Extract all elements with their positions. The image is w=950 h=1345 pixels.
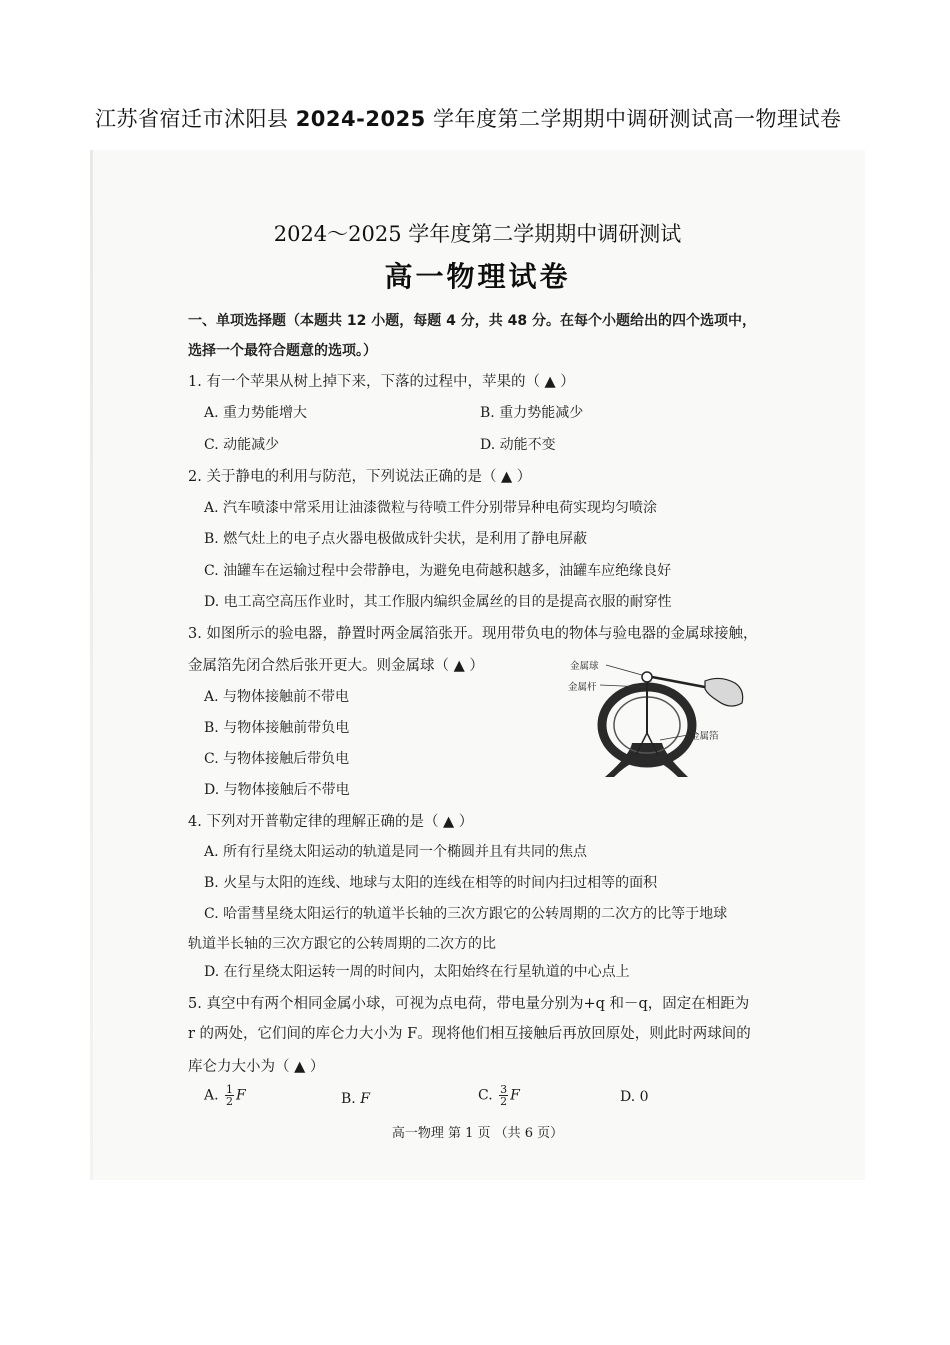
q4-option-a: A. 所有行星绕太阳运动的轨道是同一个椭圆并且有共同的焦点 bbox=[204, 844, 588, 860]
q5-option-a: A. $\frac{1}{2}$ F bbox=[204, 1083, 246, 1108]
scan-edge bbox=[90, 150, 93, 1180]
q3-option-d: D. 与物体接触后不带电 bbox=[204, 782, 350, 798]
question-2: 2. 关于静电的利用与防范，下列说法正确的是（ ▲ ） bbox=[188, 469, 532, 485]
q4-option-d: D. 在行星绕太阳运转一周的时间内，太阳始终在行星轨道的中心点上 bbox=[204, 964, 630, 980]
q2-option-c: C. 油罐车在运输过程中会带静电，为避免电荷越积越多，油罐车应绝缘良好 bbox=[204, 563, 672, 579]
scanned-exam-page bbox=[90, 150, 865, 1180]
document-title: 江苏省宿迁市沭阳县 2024-2025 学年度第二学期期中调研测试高一物理试卷 bbox=[95, 107, 842, 131]
q1-option-c: C. 动能减少 bbox=[204, 437, 280, 453]
fraction-three-halves: $\frac{3}{2}$ bbox=[500, 1083, 508, 1108]
electroscope-drawing bbox=[570, 655, 755, 790]
q3-option-c: C. 与物体接触后带负电 bbox=[204, 751, 350, 767]
question-1: 1. 有一个苹果从树上掉下来，下落的过程中，苹果的（ ▲ ） bbox=[188, 374, 575, 390]
question-5-cont2: 库仑力大小为（ ▲ ） bbox=[188, 1059, 325, 1075]
fraction-one-half: $\frac{1}{2}$ bbox=[226, 1083, 234, 1108]
q4-option-c: C. 哈雷彗星绕太阳运行的轨道半长轴的三次方跟它的公转周期的二次方的比等于地球 bbox=[204, 906, 728, 922]
exam-subtitle: 高一物理试卷 bbox=[384, 260, 571, 293]
question-3-cont: 金属箔先闭合然后张开更大。则金属球（ ▲ ） bbox=[188, 658, 484, 674]
q4-option-c-cont: 轨道半长轴的三次方跟它的公转周期的二次方的比 bbox=[188, 936, 496, 952]
q5-option-b: B. F bbox=[341, 1091, 370, 1107]
section-heading-cont: 选择一个最符合题意的选项。） bbox=[188, 343, 377, 359]
q4-option-b: B. 火星与太阳的连线、地球与太阳的连线在相等的时间内扫过相等的面积 bbox=[204, 875, 658, 891]
q5-option-c: C. $\frac{3}{2}$ F bbox=[478, 1083, 520, 1108]
q1-option-a: A. 重力势能增大 bbox=[204, 405, 308, 421]
question-3: 3. 如图所示的验电器，静置时两金属箔张开。现用带负电的物体与验电器的金属球接触， bbox=[188, 626, 758, 642]
exam-title: 2024～2025 学年度第二学期期中调研测试 bbox=[273, 222, 682, 246]
label-metal-foil: 金属箔 bbox=[690, 731, 719, 742]
label-metal-rod: 金属杆 bbox=[568, 682, 597, 693]
q2-option-a: A. 汽车喷漆中常采用让油漆微粒与待喷工件分别带异种电荷实现均匀喷涂 bbox=[204, 500, 658, 516]
label-leader-ball bbox=[606, 665, 642, 675]
section-heading: 一、单项选择题（本题共 12 小题，每题 4 分，共 48 分。在每个小题给出的四个选项中， bbox=[188, 313, 756, 329]
question-5: 5. 真空中有两个相同金属小球，可视为点电荷，带电量分别为+q 和－q，固定在相距为 bbox=[188, 996, 750, 1012]
metal-ball bbox=[642, 672, 652, 682]
q5-option-d: D. 0 bbox=[620, 1089, 649, 1105]
q3-option-a: A. 与物体接触前不带电 bbox=[204, 689, 350, 705]
question-4: 4. 下列对开普勒定律的理解正确的是（ ▲ ） bbox=[188, 814, 474, 830]
page-footer: 高一物理 第 1 页 （共 6 页） bbox=[391, 1126, 564, 1141]
q1-option-b: B. 重力势能减少 bbox=[480, 405, 584, 421]
question-5-cont: r 的两处，它们间的库仑力大小为 F。现将他们相互接触后再放回原处，则此时两球间的 bbox=[188, 1026, 751, 1042]
q1-option-d: D. 动能不变 bbox=[480, 437, 556, 453]
q2-option-b: B. 燃气灶上的电子点火器电极做成针尖状，是利用了静电屏蔽 bbox=[204, 531, 588, 547]
hand-icon bbox=[705, 678, 743, 706]
q3-option-b: B. 与物体接触前带负电 bbox=[204, 720, 350, 736]
q2-option-d: D. 电工高空高压作业时，其工作服内编织金属丝的目的是提高衣服的耐穿性 bbox=[204, 594, 672, 610]
label-metal-ball: 金属球 bbox=[570, 661, 599, 672]
electroscope-figure bbox=[570, 655, 755, 790]
